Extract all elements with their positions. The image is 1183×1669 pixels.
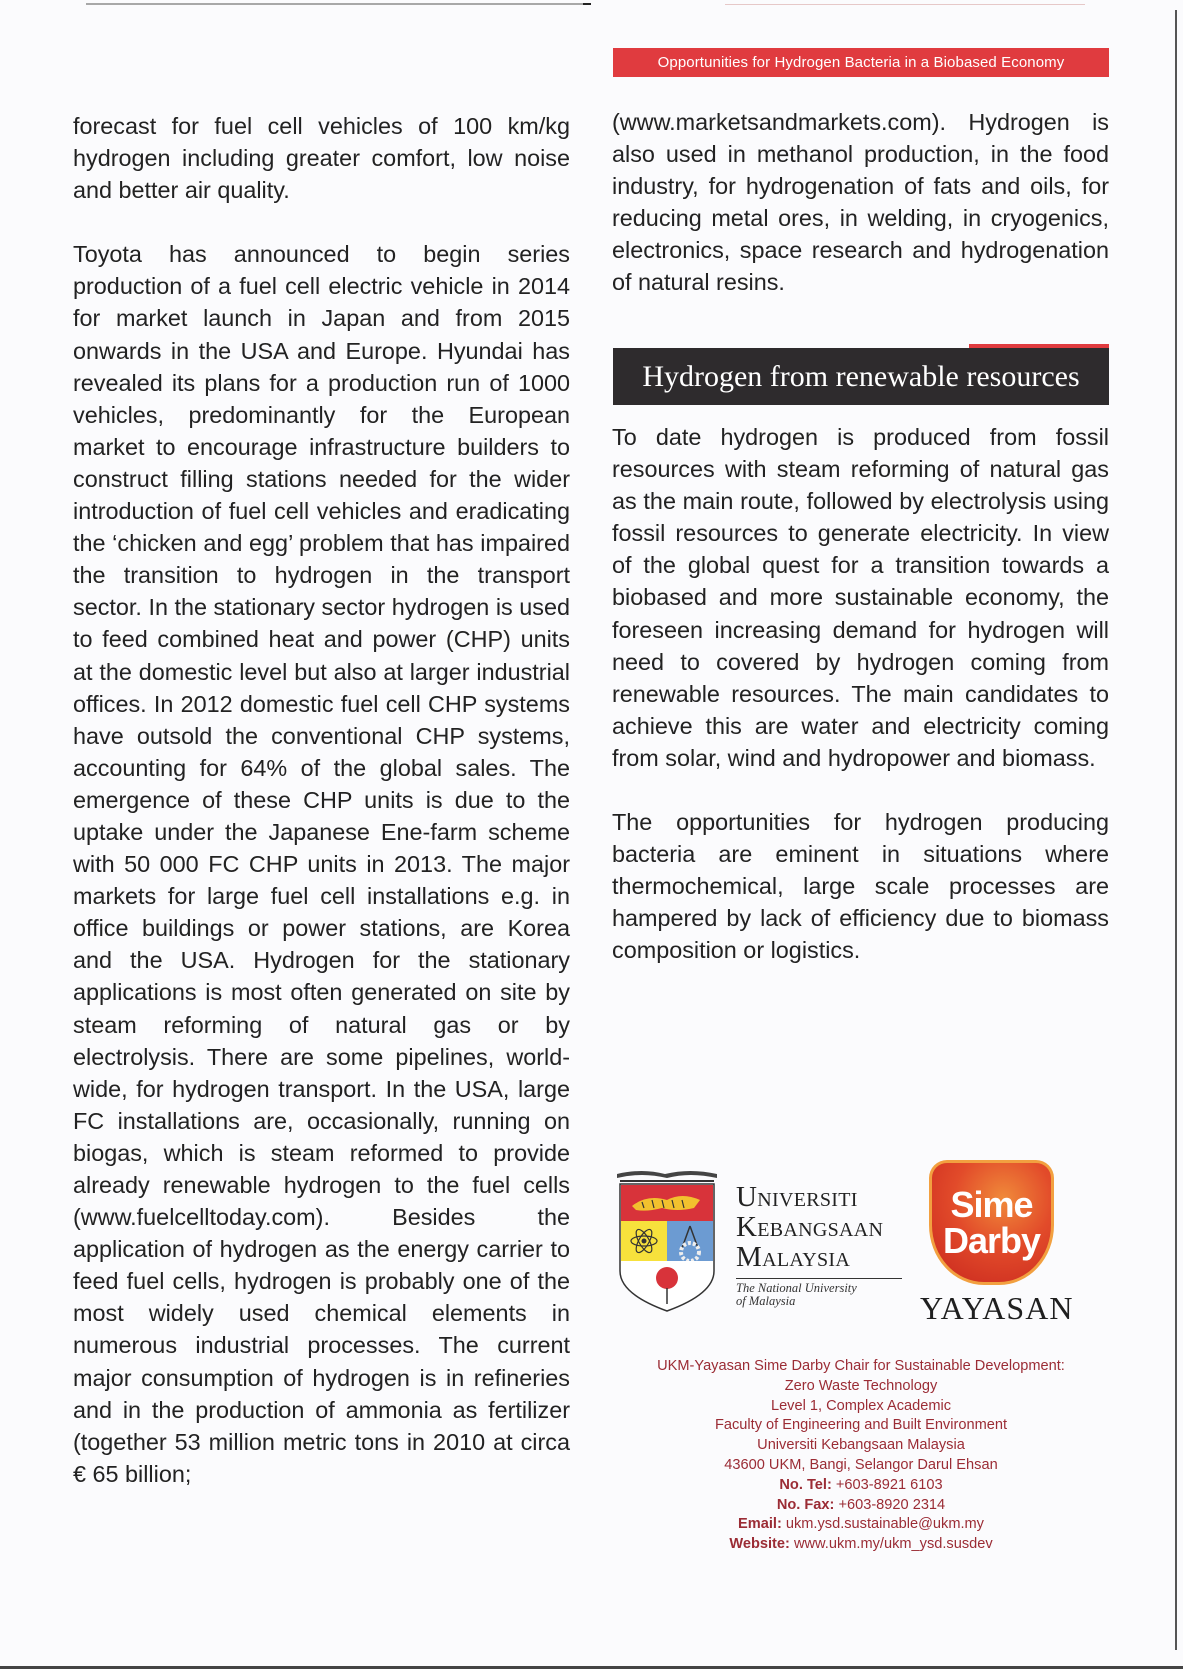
contact-line-chair: UKM-Yayasan Sime Darby Chair for Sustainable Development: (657, 1358, 1065, 1374)
section-heading-text: Hydrogen from renewable resources (642, 359, 1080, 393)
ukm-line-3: MALAYSIA (736, 1241, 851, 1273)
top-scan-rule-left (86, 3, 591, 5)
ukm-line-1: UNIVERSITI (736, 1181, 858, 1213)
left-column (73, 110, 570, 1490)
ukm-wordmark (736, 1181, 906, 1308)
contact-fax: No. Fax: +603-8920 2314 (776, 1496, 946, 1513)
left-paragraph-2: Toyota has announced to begin series production of a fuel cell electric vehicle in 2014 for market launch in Japan and from 2015 onwards in the USA and Europe. Hyundai has revealed its plans for a production run of 1000 vehicles, predominantly for the European market to encourage infrastructure builders to construct filling stations needed for the wider introduction of fuel cell vehicles and eradicating the ‘chicken and egg’ problem that has impaired the transition to hydrogen in the transport sector. In the stationary sector hydrogen is used to feed combined heat and power (CHP) units at the domestic level but also at larger industrial offices. In 2012 domestic fuel cell CHP systems have outsold the conventional CHP systems, accounting for 64% of the global sales. The emergence of these CHP units is due to the uptake under the Japanese Ene-farm scheme with 50 000 FC CHP units in 2013. The major markets for large fuel cell installations e.g. in office buildings or power stations, are Korea and the USA. Hydrogen for the stationary applications is most often generated on site by steam reforming of natural gas or by electrolysis. There are some pipelines, world-wide, for hydrogen transport. In the USA, large FC installations are, occasionally, running on biogas, which is steam reformed to provide already renewable hydrogen to the fuel cells (www.fuelcelltoday.com). Besides the application of hydrogen as the energy carrier to feed fuel cells, hydrogen is probably one of the most widely used chemical elements in numerous industrial processes. The current major consumption of hydrogen is in refineries and in the production of ammonia as fertilizer (together 53 million metric tons in 2010 at circa € 65 billion; (73, 241, 570, 1487)
right-column-intro (612, 106, 1109, 299)
sime-darby-logo-icon (929, 1160, 1054, 1285)
contact-tel: No. Tel: +603-8921 6103 (779, 1476, 943, 1493)
header-banner (613, 48, 1109, 77)
contact-line-university: Universiti Kebangsaan Malaysia (757, 1437, 965, 1454)
section-heading (613, 348, 1109, 405)
contact-line-level: Level 1, Complex Academic (770, 1397, 952, 1414)
right-paragraph-2: The opportunities for hydrogen producing bacteria are eminent in situations where thermochemical, large scale processes are hampered by lack of efficiency due to biomass composition or logistics. (612, 809, 1109, 964)
right-paragraph-1: To date hydrogen is produced from fossil resources with steam reforming of natural gas as the main route, followed by electrolysis using fossil resources to generate electricity. In view of the global quest for a transition towards a biobased and more sustainable economy, the foreseen increasing demand for hydrogen will need to covered by hydrogen coming from renewable resources. The main candidates to achieve this are water and electricity coming from solar, wind and hydropower and biomass. (612, 424, 1109, 771)
ukm-crest-icon (612, 1166, 722, 1316)
ukm-rule (736, 1278, 902, 1279)
sponsor-logos (612, 1160, 1112, 1335)
contact-line-unit: Zero Waste Technology (784, 1377, 938, 1394)
right-intro-paragraph: (www.marketsandmarkets.com). Hydrogen is also used in methanol production, in the food industry, for hydrogenation of fats and oils, for reducing metal ores, in welding, in cryogenics, electronics, space research and hydrogenation of natural resins. (612, 109, 1109, 296)
left-paragraph-1: forecast for fuel cell vehicles of 100 km/kg hydrogen including greater comfort, low noise and better air quality. (73, 113, 570, 204)
ukm-subtitle-2: of Malaysia (736, 1294, 796, 1308)
right-column-body (612, 421, 1109, 967)
yayasan-caption: YAYASAN (920, 1290, 1074, 1326)
top-scan-rule-right (725, 4, 1085, 5)
page-edge-right (1175, 10, 1177, 1650)
header-banner-title: Opportunities for Hydrogen Bacteria in a Biobased Economy (657, 54, 1065, 71)
ukm-line-2: KEBANGSAAN (736, 1211, 884, 1243)
contact-line-address: 43600 UKM, Bangi, Selangor Darul Ehsan (724, 1456, 998, 1473)
ukm-subtitle-1: The National University (736, 1281, 857, 1295)
sime-darby-line-1: Sime (950, 1183, 1033, 1225)
section-heading-block (613, 344, 1109, 409)
contact-line-faculty: Faculty of Engineering and Built Environment (714, 1417, 1008, 1434)
contact-website: Website: www.ukm.my/ukm_ysd.susdev (729, 1536, 993, 1553)
contact-block (612, 1357, 1110, 1555)
contact-email: Email: ukm.ysd.sustainable@ukm.my (738, 1516, 984, 1533)
sime-darby-line-2: Darby (942, 1219, 1041, 1261)
